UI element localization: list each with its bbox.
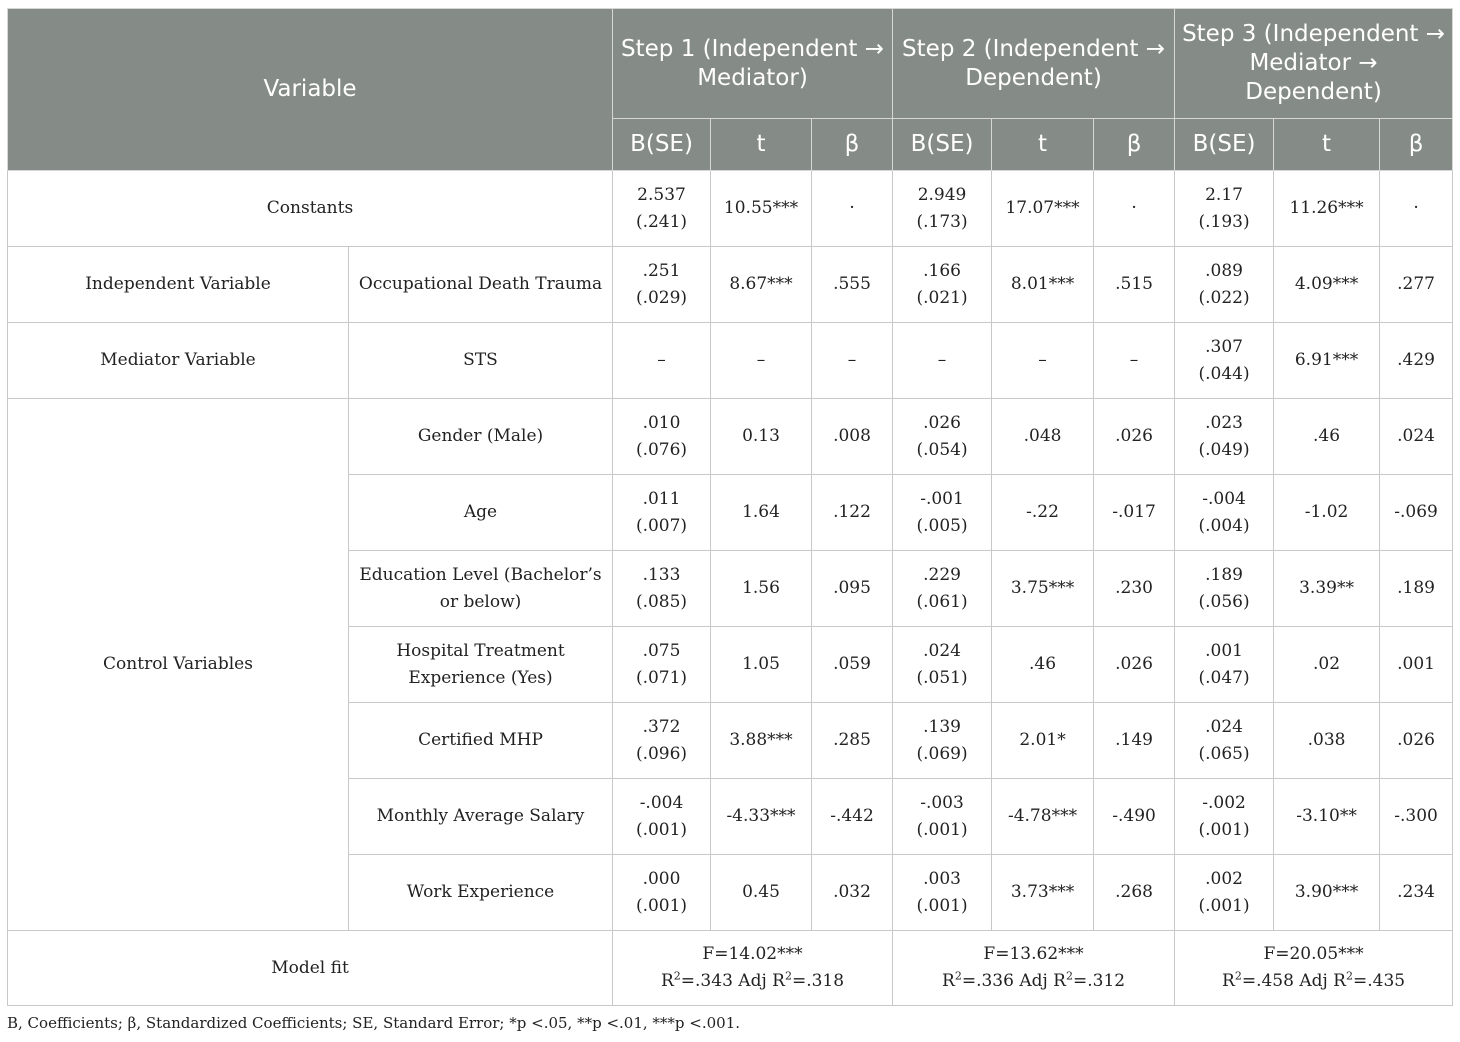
cell-b-se — [1175, 627, 1274, 703]
cell-b-se — [1175, 703, 1274, 779]
header-step2: Step 2 (Independent → Dependent) — [893, 9, 1175, 119]
cell-b-se — [613, 703, 711, 779]
variable-label: Certified MHP — [349, 703, 613, 779]
coef-value: .011 — [642, 488, 681, 509]
se-value: (.001) — [1198, 895, 1250, 916]
cell-b-se — [1175, 399, 1274, 475]
table-row — [8, 171, 1453, 247]
table-footnote: B, Coefficients; β, Standardized Coefficients; SE, Standard Error; *p <.05, **p <.01, ***p <.001. — [7, 1014, 741, 1032]
cell-t: .048 — [992, 399, 1094, 475]
regression-table — [7, 8, 1453, 1006]
f-statistic: F=20.05*** — [1263, 944, 1364, 964]
subheader-t: t — [711, 119, 812, 171]
cell-t: 0.45 — [711, 855, 812, 931]
cell-t: 8.01*** — [992, 247, 1094, 323]
cell-b-se — [893, 323, 992, 399]
se-value: (.173) — [916, 211, 968, 232]
table-row — [8, 247, 1453, 323]
coef-value: – — [937, 350, 947, 370]
cell-beta: .059 — [812, 627, 893, 703]
cell-t: 10.55*** — [711, 171, 812, 247]
coef-value: .251 — [642, 260, 681, 281]
se-value: (.071) — [635, 667, 688, 688]
cell-beta: .234 — [1380, 855, 1453, 931]
cell-beta: -.490 — [1094, 779, 1175, 855]
variable-label: Hospital Treatment Experience (Yes) — [349, 627, 613, 703]
header-variable: Variable — [8, 9, 613, 171]
cell-beta: -.017 — [1094, 475, 1175, 551]
cell-beta: .555 — [812, 247, 893, 323]
se-value: (.054) — [916, 439, 968, 460]
se-value: (.061) — [916, 591, 968, 612]
cell-b-se — [1175, 323, 1274, 399]
cell-t: 0.13 — [711, 399, 812, 475]
subheader-beta: β — [1094, 119, 1175, 171]
cell-b-se — [893, 247, 992, 323]
subheader-beta: β — [812, 119, 893, 171]
cell-beta: · — [812, 171, 893, 247]
cell-b-se — [893, 703, 992, 779]
cell-beta: · — [1094, 171, 1175, 247]
cell-b-se — [893, 171, 992, 247]
coef-value: .001 — [1205, 640, 1243, 661]
cell-beta: .008 — [812, 399, 893, 475]
se-value: (.049) — [1198, 439, 1250, 460]
cell-b-se — [1175, 779, 1274, 855]
se-value: (.051) — [916, 667, 968, 688]
table-row — [8, 399, 1453, 475]
se-value: (.001) — [635, 819, 688, 840]
cell-beta: .026 — [1094, 627, 1175, 703]
cell-beta: .149 — [1094, 703, 1175, 779]
cell-beta: – — [812, 323, 893, 399]
header-step3: Step 3 (Independent → Mediator → Dependent) — [1175, 9, 1453, 119]
cell-t: – — [992, 323, 1094, 399]
cell-beta: .024 — [1380, 399, 1453, 475]
coef-value: .139 — [923, 716, 961, 737]
se-value: (.193) — [1198, 211, 1250, 232]
cell-beta: .189 — [1380, 551, 1453, 627]
cell-t: 3.73*** — [992, 855, 1094, 931]
cell-b-se — [893, 475, 992, 551]
se-value: (.044) — [1198, 363, 1250, 384]
cell-b-se — [893, 551, 992, 627]
variable-label: Gender (Male) — [349, 399, 613, 475]
cell-t: 2.01* — [992, 703, 1094, 779]
coef-value: .024 — [923, 640, 961, 661]
model-fit-label: Model fit — [8, 931, 613, 1006]
coef-value: .026 — [923, 412, 961, 433]
cell-b-se — [1175, 247, 1274, 323]
cell-t: 11.26*** — [1274, 171, 1380, 247]
cell-b-se — [893, 399, 992, 475]
subheader-b-se: B(SE) — [613, 119, 711, 171]
row-label-constants: Constants — [8, 171, 613, 247]
cell-t: -4.78*** — [992, 779, 1094, 855]
r-squared: $R^2=.336$ Adj $R^2=.312$ — [942, 969, 1126, 991]
cell-beta: · — [1380, 171, 1453, 247]
cell-t: 3.39** — [1274, 551, 1380, 627]
se-value: (.056) — [1198, 591, 1250, 612]
subheader-t: t — [1274, 119, 1380, 171]
cell-t: 17.07*** — [992, 171, 1094, 247]
cell-beta: .285 — [812, 703, 893, 779]
se-value: (.001) — [916, 819, 968, 840]
cell-b-se — [893, 855, 992, 931]
coef-value: .229 — [923, 564, 961, 585]
se-value: (.085) — [635, 591, 688, 612]
cell-b-se — [613, 551, 711, 627]
group-label: Control Variables — [8, 399, 349, 931]
coef-value: .372 — [642, 716, 681, 737]
cell-b-se — [1175, 551, 1274, 627]
coef-value: .003 — [923, 868, 961, 889]
cell-t: 4.09*** — [1274, 247, 1380, 323]
f-statistic: F=14.02*** — [702, 944, 803, 964]
variable-label: Work Experience — [349, 855, 613, 931]
cell-t: 6.91*** — [1274, 323, 1380, 399]
subheader-t: t — [992, 119, 1094, 171]
coef-value: .189 — [1205, 564, 1243, 585]
cell-beta: – — [1094, 323, 1175, 399]
cell-beta: -.300 — [1380, 779, 1453, 855]
model-fit-step3 — [1175, 931, 1453, 1006]
cell-b-se — [1175, 171, 1274, 247]
variable-label: STS — [349, 323, 613, 399]
f-statistic: F=13.62*** — [983, 944, 1084, 964]
cell-t: 3.88*** — [711, 703, 812, 779]
coef-value: .023 — [1205, 412, 1243, 433]
coef-value: .307 — [1205, 336, 1243, 357]
cell-t: 3.90*** — [1274, 855, 1380, 931]
cell-t: .46 — [992, 627, 1094, 703]
cell-beta: .515 — [1094, 247, 1175, 323]
cell-t: -4.33*** — [711, 779, 812, 855]
se-value: (.004) — [1198, 515, 1250, 536]
cell-t: 1.56 — [711, 551, 812, 627]
group-label: Independent Variable — [8, 247, 349, 323]
se-value: (.029) — [635, 287, 688, 308]
cell-beta: .277 — [1380, 247, 1453, 323]
model-fit-row — [8, 931, 1453, 1006]
se-value: (.001) — [916, 895, 968, 916]
se-value: (.007) — [635, 515, 688, 536]
cell-t: -1.02 — [1274, 475, 1380, 551]
cell-t: .46 — [1274, 399, 1380, 475]
table-body — [8, 171, 1453, 931]
coef-value: 2.949 — [917, 184, 967, 205]
r-squared: $R^2=.458$ Adj $R^2=.435$ — [1222, 969, 1406, 991]
model-fit-step2 — [893, 931, 1175, 1006]
coef-value: .166 — [923, 260, 961, 281]
coef-value: -.001 — [920, 488, 964, 509]
cell-t: -3.10** — [1274, 779, 1380, 855]
cell-beta: .230 — [1094, 551, 1175, 627]
cell-beta: .026 — [1380, 703, 1453, 779]
coef-value: – — [657, 350, 666, 370]
cell-beta: .001 — [1380, 627, 1453, 703]
se-value: (.069) — [916, 743, 968, 764]
variable-label: Age — [349, 475, 613, 551]
cell-b-se — [613, 323, 711, 399]
coef-value: .133 — [642, 564, 681, 585]
variable-label: Monthly Average Salary — [349, 779, 613, 855]
se-value: (.022) — [1198, 287, 1250, 308]
table-row — [8, 323, 1453, 399]
cell-t: – — [711, 323, 812, 399]
coef-value: 2.17 — [1205, 184, 1243, 205]
coef-value: -.002 — [1202, 792, 1246, 813]
coef-value: .010 — [642, 412, 681, 433]
cell-t: .038 — [1274, 703, 1380, 779]
se-value: (.021) — [916, 287, 968, 308]
se-value: (.047) — [1198, 667, 1250, 688]
header-step1: Step 1 (Independent → Mediator) — [613, 9, 893, 119]
se-value: (.241) — [635, 211, 688, 232]
variable-label: Education Level (Bachelor’s or below) — [349, 551, 613, 627]
cell-b-se — [613, 171, 711, 247]
cell-b-se — [893, 779, 992, 855]
cell-beta: .032 — [812, 855, 893, 931]
se-value: (.096) — [635, 743, 688, 764]
coef-value: .089 — [1205, 260, 1243, 281]
r-squared: $R^2=.343$ Adj $R^2=.318$ — [660, 969, 845, 991]
cell-b-se — [893, 627, 992, 703]
coef-value: .000 — [642, 868, 681, 889]
cell-b-se — [613, 399, 711, 475]
subheader-beta: β — [1380, 119, 1453, 171]
coef-value: -.004 — [639, 792, 684, 813]
cell-t: -.22 — [992, 475, 1094, 551]
cell-beta: .122 — [812, 475, 893, 551]
coef-value: 2.537 — [637, 184, 686, 205]
se-value: (.001) — [635, 895, 688, 916]
se-value: (.065) — [1198, 743, 1250, 764]
model-fit-step1 — [613, 931, 893, 1006]
coef-value: -.003 — [920, 792, 964, 813]
cell-b-se — [613, 475, 711, 551]
cell-b-se — [613, 855, 711, 931]
se-value: (.076) — [635, 439, 688, 460]
cell-t: .02 — [1274, 627, 1380, 703]
cell-t: 1.05 — [711, 627, 812, 703]
variable-label: Occupational Death Trauma — [349, 247, 613, 323]
coef-value: .024 — [1205, 716, 1243, 737]
cell-beta: .268 — [1094, 855, 1175, 931]
cell-b-se — [613, 247, 711, 323]
se-value: (.005) — [916, 515, 968, 536]
coef-value: .075 — [642, 640, 681, 661]
cell-beta: .026 — [1094, 399, 1175, 475]
se-value: (.001) — [1198, 819, 1250, 840]
subheader-b-se: B(SE) — [893, 119, 992, 171]
cell-b-se — [1175, 855, 1274, 931]
cell-t: 8.67*** — [711, 247, 812, 323]
cell-beta: -.069 — [1380, 475, 1453, 551]
coef-value: .002 — [1205, 868, 1243, 889]
cell-beta: -.442 — [812, 779, 893, 855]
cell-t: 1.64 — [711, 475, 812, 551]
cell-b-se — [613, 627, 711, 703]
coef-value: -.004 — [1202, 488, 1246, 509]
cell-beta: .429 — [1380, 323, 1453, 399]
group-label: Mediator Variable — [8, 323, 349, 399]
cell-b-se — [1175, 475, 1274, 551]
cell-t: 3.75*** — [992, 551, 1094, 627]
cell-beta: .095 — [812, 551, 893, 627]
subheader-b-se: B(SE) — [1175, 119, 1274, 171]
cell-b-se — [613, 779, 711, 855]
